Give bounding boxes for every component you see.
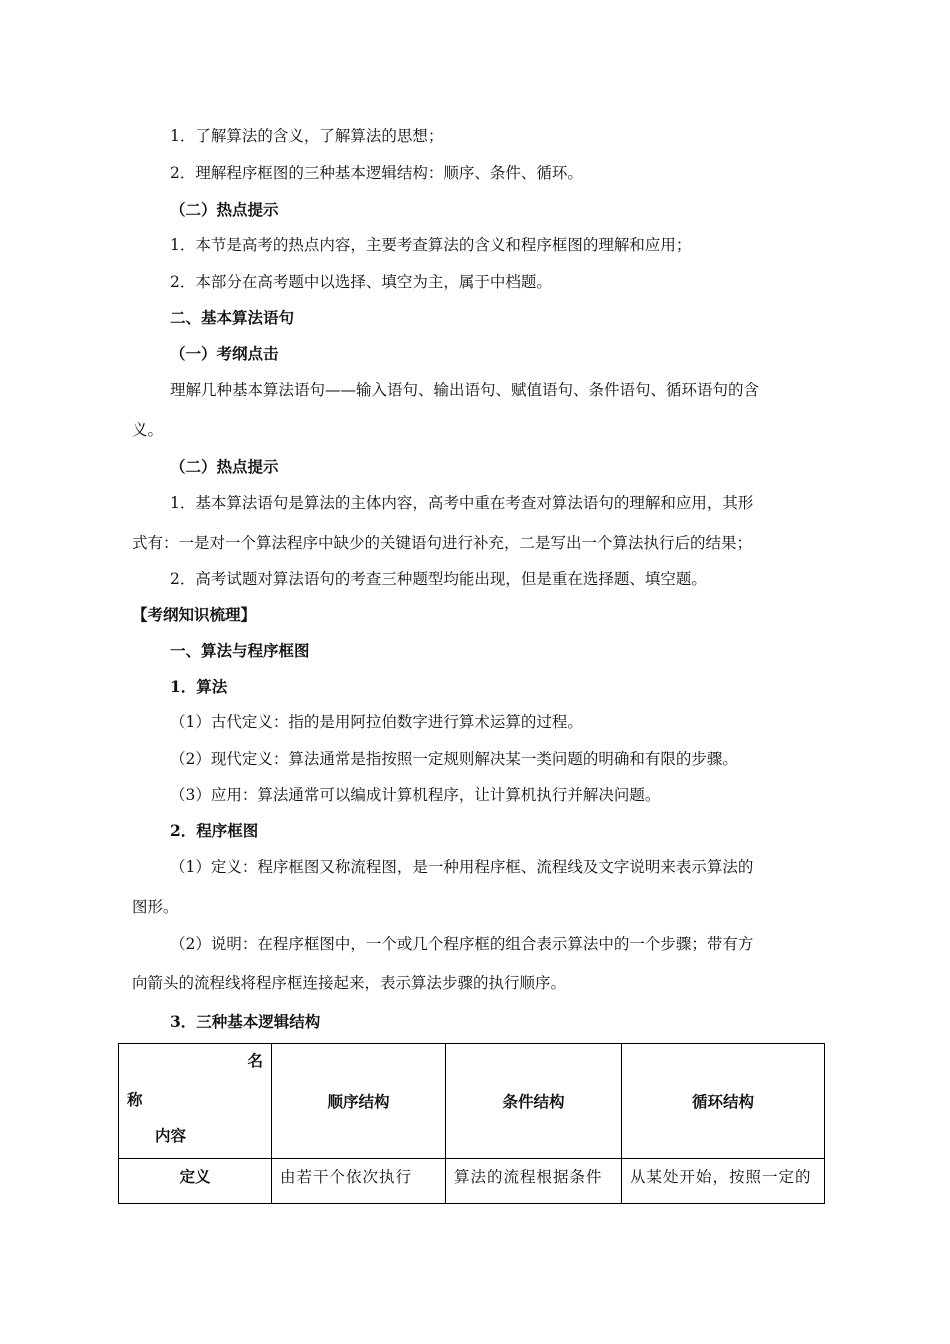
corner-label-top: 名: [247, 1051, 263, 1070]
section-heading-basic-statements: 二、基本算法语句: [170, 308, 295, 327]
goal-item-1: 1．了解算法的含义，了解算法的思想；: [170, 127, 444, 145]
outline-heading: （一）考纲点击: [170, 344, 279, 363]
hot-tip-1-1: 1．本节是高考的热点内容，主要考查算法的含义和程序框图的理解和应用；: [170, 236, 692, 254]
flowchart-note-line-2: 向箭头的流程线将程序框连接起来，表示算法步骤的执行顺序。: [132, 974, 567, 992]
flowchart-def-line-2: 图形。: [132, 898, 179, 916]
column-header-loop: 循环结构: [622, 1044, 825, 1159]
algorithm-application: （3）应用：算法通常可以编成计算机程序，让计算机执行并解决问题。: [170, 786, 661, 804]
outline-text-line-1: 理解几种基本算法语句——输入语句、输出语句、赋值语句、条件语句、循环语句的含: [170, 381, 760, 399]
column-header-sequence: 顺序结构: [272, 1044, 446, 1159]
logic-structures-table: [118, 1043, 825, 1204]
algorithm-def-modern: （2）现代定义：算法通常是指按照一定规则解决某一类问题的明确和有限的步骤。: [170, 750, 738, 768]
flowchart-def-line-1: （1）定义：程序框图又称流程图，是一种用程序框、流程线及文字说明来表示算法的: [170, 858, 754, 876]
cell-sequence-definition: 由若干个依次执行: [272, 1159, 446, 1204]
flowchart-heading: 2．程序框图: [170, 821, 259, 840]
hot-tips-heading-1: （二）热点提示: [170, 200, 279, 219]
table-row: [119, 1159, 825, 1204]
structures-heading: 3．三种基本逻辑结构: [170, 1012, 321, 1031]
cell-condition-definition: 算法的流程根据条件: [446, 1159, 622, 1204]
flowchart-note-line-1: （2）说明：在程序框图中，一个或几个程序框的组合表示算法中的一个步骤；带有方: [170, 935, 754, 953]
cell-loop-definition: 从某处开始，按照一定的: [622, 1159, 825, 1204]
corner-label-mid: 称: [127, 1090, 143, 1109]
algorithm-def-ancient: （1）古代定义：指的是用阿拉伯数字进行算术运算的过程。: [170, 713, 583, 731]
row-label-definition: 定义: [119, 1159, 272, 1204]
outline-text-line-2: 义。: [132, 421, 164, 439]
column-header-condition: 条件结构: [446, 1044, 622, 1159]
hot-tips-heading-2: （二）热点提示: [170, 457, 279, 476]
table-header-row: [119, 1044, 825, 1159]
knowledge-heading: 【考纲知识梳理】: [132, 605, 257, 624]
table-corner-cell: [119, 1044, 272, 1159]
goal-item-2: 2．理解程序框图的三种基本逻辑结构：顺序、条件、循环。: [170, 164, 583, 182]
algorithm-heading: 1．算法: [170, 677, 228, 696]
hot-tip-1-2: 2．本部分在高考题中以选择、填空为主，属于中档题。: [170, 273, 552, 291]
part1-heading: 一、算法与程序框图: [170, 641, 310, 660]
hot-tip-2-2: 2．高考试题对算法语句的考查三种题型均能出现，但是重在选择题、填空题。: [170, 570, 707, 588]
corner-label-bottom: 内容: [155, 1126, 187, 1145]
hot-tip-2-1-line-1: 1．基本算法语句是算法的主体内容，高考中重在考查对算法语句的理解和应用，其形: [170, 494, 754, 512]
hot-tip-2-1-line-2: 式有：一是对一个算法程序中缺少的关键语句进行补充，二是写出一个算法执行后的结果；: [132, 534, 753, 552]
